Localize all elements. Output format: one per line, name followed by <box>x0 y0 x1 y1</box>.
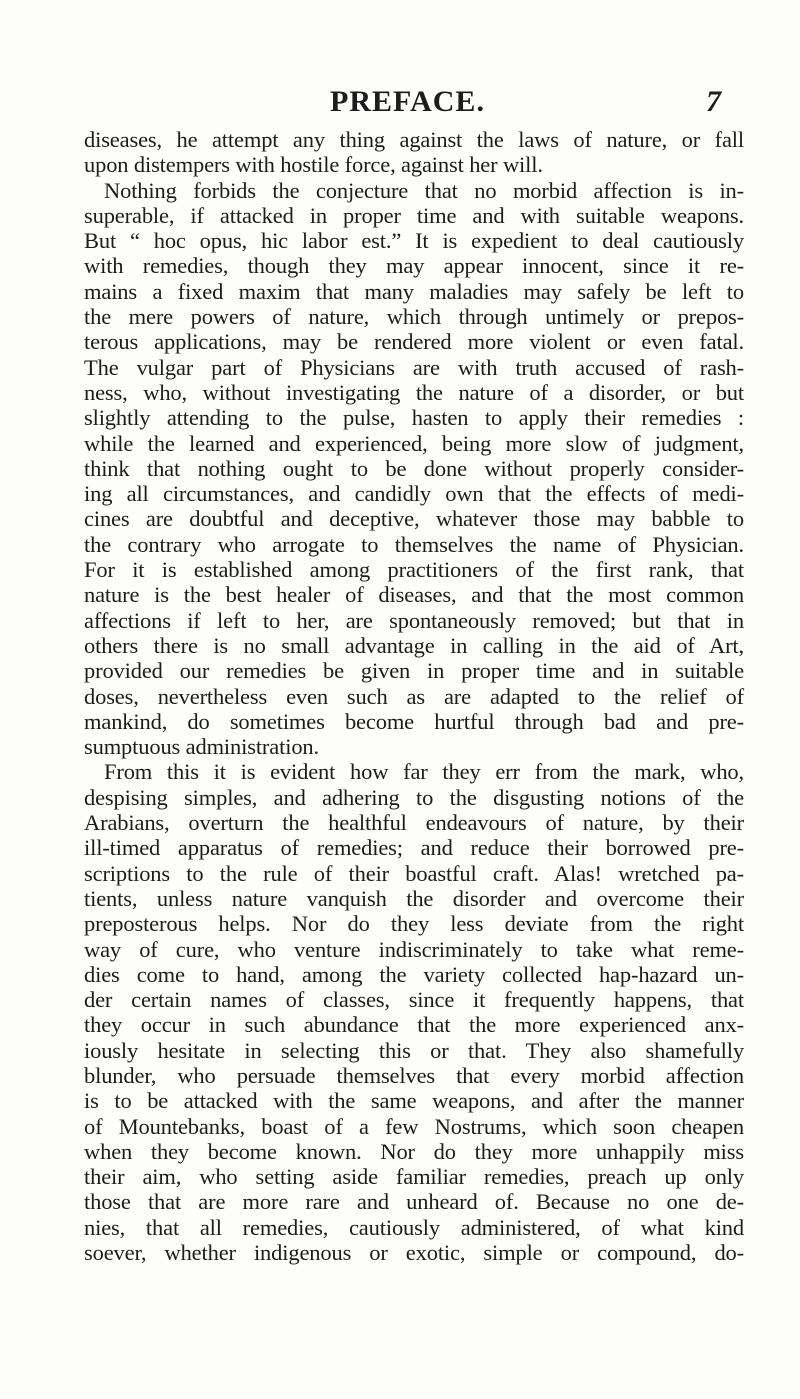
text-line: iously hesitate in selecting this or that. They also shamefully <box>84 1037 744 1063</box>
text-line: cines are doubtful and deceptive, whatever those may babble to <box>84 506 744 532</box>
text-line: those that are more rare and unheard of. Because no one de- <box>84 1189 744 1215</box>
text-line: But “ hoc opus, hic labor est.” It is expedient to deal cautiously <box>84 228 744 254</box>
page-title: PREFACE. <box>330 85 485 118</box>
text-line: nature is the best healer of diseases, and that the most common <box>84 582 744 608</box>
text-line: mankind, do sometimes become hurtful through bad and pre- <box>84 708 744 734</box>
text-line: way of cure, who venture indiscriminately to take what reme- <box>84 936 744 962</box>
text-line: ill-timed apparatus of remedies; and reduce their borrowed pre- <box>84 835 744 861</box>
text-line: of Mountebanks, boast of a few Nostrums, which soon cheapen <box>84 1113 744 1139</box>
text-line: their aim, who setting aside familiar remedies, preach up only <box>84 1164 744 1190</box>
text-line: scriptions to the rule of their boastful craft. Alas! wretched pa- <box>84 860 744 886</box>
page-number: 7 <box>706 85 721 118</box>
text-line: nies, that all remedies, cautiously administered, of what kind <box>84 1214 744 1240</box>
text-line: superable, if attacked in proper time and with suitable weapons. <box>84 202 744 228</box>
text-line: Nothing forbids the conjecture that no morbid affection is in- <box>104 177 744 203</box>
text-line: the mere powers of nature, which through untimely or prepos- <box>84 304 744 330</box>
text-line: the contrary who arrogate to themselves the name of Physician. <box>84 531 744 557</box>
text-line: is to be attacked with the same weapons, and after the manner <box>84 1088 744 1114</box>
text-line: The vulgar part of Physicians are with truth accused of rash- <box>84 354 744 380</box>
text-line: der certain names of classes, since it frequently happens, that <box>84 987 744 1013</box>
text-line: think that nothing ought to be done without properly consider- <box>84 455 744 481</box>
text-line: Arabians, overturn the healthful endeavours of nature, by their <box>84 810 744 836</box>
text-line: mains a fixed maxim that many maladies may safely be left to <box>84 278 744 304</box>
text-line: when they become known. Nor do they more unhappily miss <box>84 1138 744 1164</box>
text-line: with remedies, though they may appear innocent, since it re- <box>84 253 744 279</box>
text-line: provided our remedies be given in proper time and in suitable <box>84 658 744 684</box>
body-text <box>84 127 744 1265</box>
text-line: diseases, he attempt any thing against the laws of nature, or fall <box>84 127 744 152</box>
text-line: preposterous helps. Nor do they less deviate from the right <box>84 911 744 937</box>
text-line: From this it is evident how far they err from the mark, who, <box>104 759 744 785</box>
text-line: terous applications, may be rendered more violent or even fatal. <box>84 329 744 355</box>
text-line: despising simples, and adhering to the disgusting notions of the <box>84 784 744 810</box>
text-line: For it is established among practitioners of the first rank, that <box>84 557 744 583</box>
text-line: blunder, who persuade themselves that every morbid affection <box>84 1062 744 1088</box>
running-head <box>0 84 800 124</box>
text-line: dies come to hand, among the variety collected hap-hazard un- <box>84 961 744 987</box>
text-line: upon distempers with hostile force, against her will. <box>84 152 543 178</box>
text-line: while the learned and experienced, being more slow of judgment, <box>84 430 744 456</box>
text-line: tients, unless nature vanquish the disorder and overcome their <box>84 885 744 911</box>
text-line: sumptuous administration. <box>84 734 319 760</box>
text-line: slightly attending to the pulse, hasten to apply their remedies : <box>84 405 744 431</box>
text-line: ness, who, without investigating the nature of a disorder, or but <box>84 379 744 405</box>
text-line: affections if left to her, are spontaneously removed; but that in <box>84 607 744 633</box>
text-line: ing all circumstances, and candidly own that the effects of medi- <box>84 481 744 507</box>
text-line: others there is no small advantage in calling in the aid of Art, <box>84 632 744 658</box>
text-line: doses, nevertheless even such as are adapted to the relief of <box>84 683 744 709</box>
text-line: soever, whether indigenous or exotic, simple or compound, do- <box>84 1240 744 1266</box>
text-line: they occur in such abundance that the more experienced anx- <box>84 1012 744 1038</box>
